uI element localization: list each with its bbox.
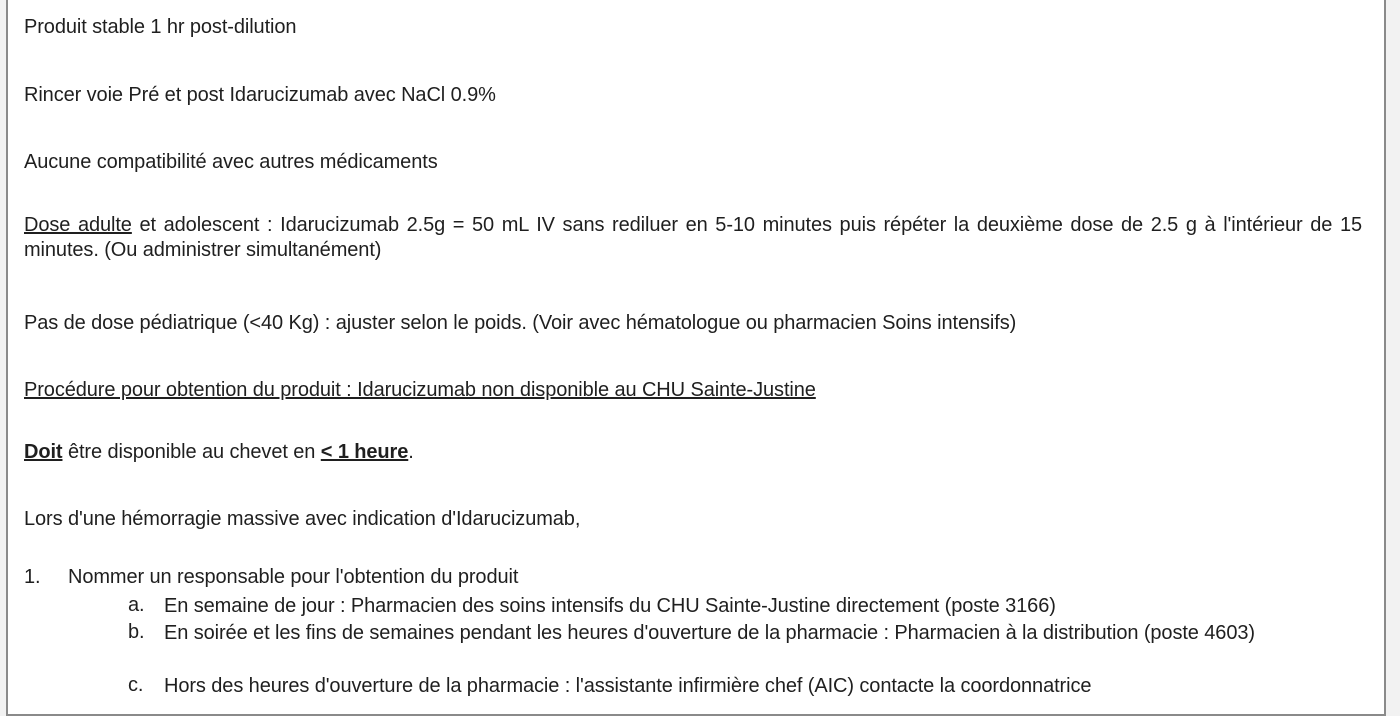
sub-item-after-hours: Hors des heures d'ouverture de la pharmacie : l'assistante infirmière chef (AIC) contacte la coordonnatrice: [164, 675, 1092, 697]
adult-dose-text: et adolescent : Idarucizumab 2.5g = 50 mL IV sans rediluer en 5-10 minutes puis répéter la deuxième dose de 2.5 g à l'intérieur de 15 minutes. (Ou administrer simultanément): [24, 214, 1363, 261]
must-label: Doit: [24, 441, 63, 463]
sub-item-weekday: En semaine de jour : Pharmacien des soins intensifs du CHU Sainte-Justine directement (poste 3166): [164, 595, 1056, 617]
availability-end: .: [408, 441, 414, 463]
availability-note: [24, 441, 1362, 464]
adult-dose-label: Dose adulte: [24, 214, 132, 236]
stability-note: Produit stable 1 hr post-dilution: [24, 16, 297, 38]
list-item-number: 1.: [24, 566, 41, 588]
availability-mid: être disponible au chevet en: [62, 441, 321, 463]
sub-item-letter: c.: [128, 674, 144, 696]
sub-item-letter: b.: [128, 621, 145, 643]
adult-dose-paragraph: [24, 213, 1362, 263]
rinse-note: Rincer voie Pré et post Idarucizumab avec NaCl 0.9%: [24, 84, 496, 106]
compatibility-note: Aucune compatibilité avec autres médicaments: [24, 151, 438, 173]
time-limit: < 1 heure: [320, 441, 409, 463]
hemorrhage-intro: Lors d'une hémorragie massive avec indication d'Idarucizumab,: [24, 508, 581, 530]
list-item-text: Nommer un responsable pour l'obtention du produit: [68, 566, 519, 588]
sub-item-evening: En soirée et les fins de semaines pendant les heures d'ouverture de la pharmacie : Pharmacien à la distribution (poste 4603): [164, 622, 1255, 644]
sub-item-letter: a.: [128, 594, 145, 616]
document-page: [6, 0, 1386, 716]
procedure-heading: Procédure pour obtention du produit : Idarucizumab non disponible au CHU Sainte-Justine: [24, 379, 816, 401]
pediatric-dose-note: Pas de dose pédiatrique (<40 Kg) : ajuster selon le poids. (Voir avec hématologue ou pharmacien Soins intensifs): [24, 312, 1017, 334]
